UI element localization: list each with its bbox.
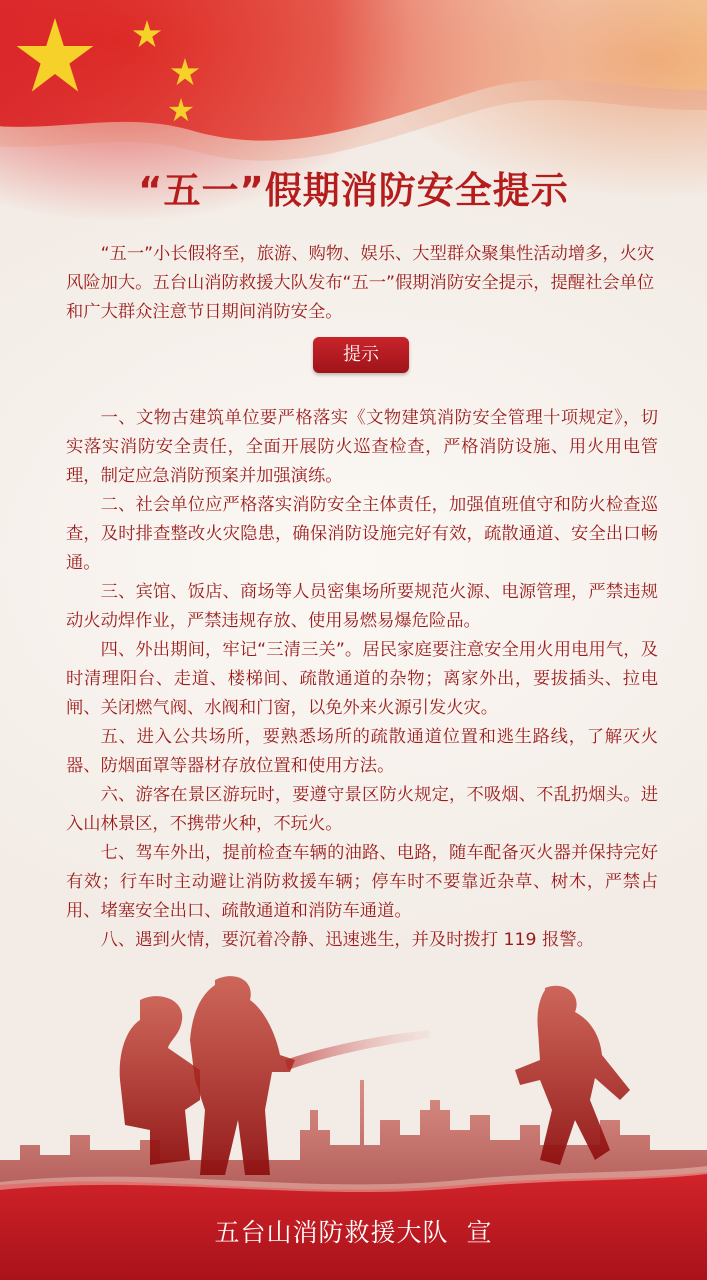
star-icon xyxy=(132,20,162,48)
tip-item: 六、游客在景区游玩时，要遵守景区防火规定，不吸烟、不乱扔烟头。进入山林景区，不携带火种，不玩火。 xyxy=(66,785,658,834)
tip-item: 七、驾车外出，提前检查车辆的油路、电路，随车配备灭火器并保持完好有效；行车时主动避让消防救援车辆；停车时不要靠近杂草、树木，严禁占用、堵塞安全出口、疏散通道和消防车通道。 xyxy=(66,843,658,921)
star-icon xyxy=(15,18,95,94)
tips-list xyxy=(66,404,658,955)
tip-item: 五、进入公共场所，要熟悉场所的疏散通道位置和逃生路线，了解灭火器、防烟面罩等器材存放位置和使用方法。 xyxy=(66,727,658,776)
tip-item: 一、文物古建筑单位要严格落实《文物建筑消防安全管理十项规定》，切实落实消防安全责任，全面开展防火巡查检查，严格消防设施、用火用电管理，制定应急消防预案并加强演练。 xyxy=(66,408,658,486)
tip-item: 二、社会单位应严格落实消防安全主体责任，加强值班值守和防火检查巡查，及时排查整改火灾隐患，确保消防设施完好有效，疏散通道、安全出口畅通。 xyxy=(66,495,658,573)
tips-badge: 提示 xyxy=(313,337,409,373)
intro-paragraph: “五一”小长假将至，旅游、购物、娱乐、大型群众聚集性活动增多，火灾风险加大。五台山消防救援大队发布“五一”假期消防安全提示，提醒社会单位和广大群众注意节日期间消防安全。 xyxy=(66,244,655,322)
tip-item: 四、外出期间，牢记“三清三关”。居民家庭要注意安全用火用电用气，及时清理阳台、走道、楼梯间、疏散通道的杂物；离家外出，要拔插头、拉电闸、关闭燃气阀、水阀和门窗，以免外来火源引发火灾。 xyxy=(66,640,658,718)
tip-item: 三、宾馆、饭店、商场等人员密集场所要规范火源、电源管理，严禁违规动火动焊作业，严禁违规存放、使用易燃易爆危险品。 xyxy=(66,582,658,631)
footer-signature: 五台山消防救援大队 宣 xyxy=(214,1218,493,1247)
tip-item: 八、遇到火情，要沉着冷静、迅速逃生，并及时拨打 119 报警。 xyxy=(100,930,594,950)
star-icon xyxy=(170,58,200,86)
poster-title: “五一”假期消防安全提示 xyxy=(138,169,569,212)
star-icon xyxy=(168,98,194,122)
